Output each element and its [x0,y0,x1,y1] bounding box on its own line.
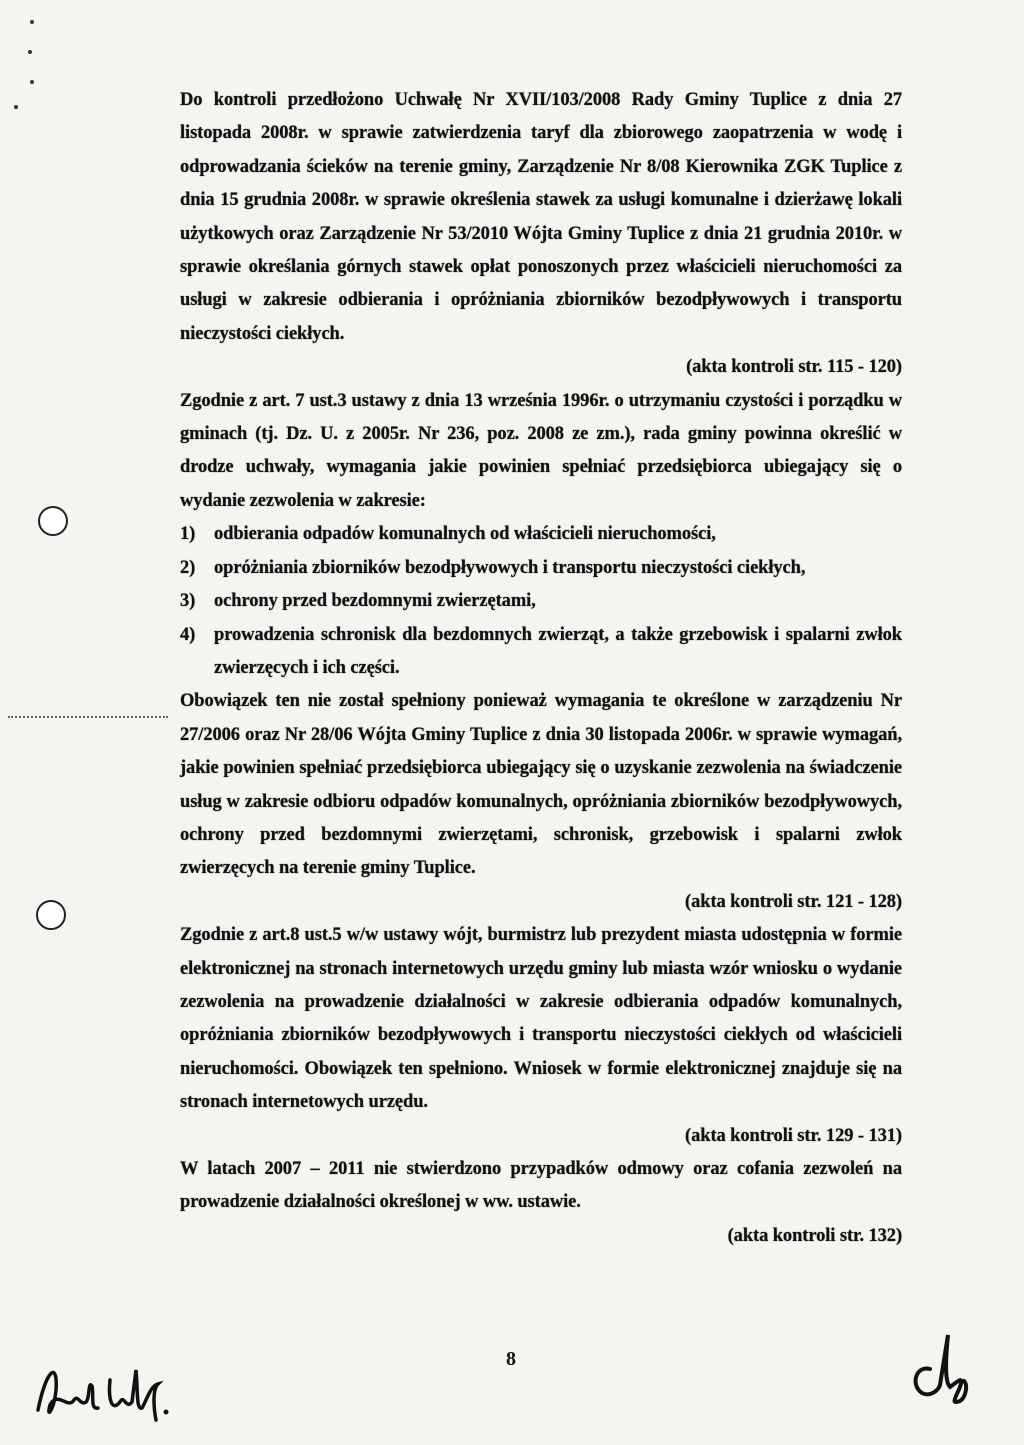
fold-mark [8,716,168,718]
handwritten-initials-right [900,1325,990,1415]
scan-speck [30,80,34,84]
list-number: 1) [180,524,196,545]
reference-1: (akta kontroli str. 115 - 120) [686,357,902,378]
scan-speck [30,20,34,24]
paragraph-1: Do kontroli przedłożono Uchwałę Nr XVII/103/2008 Rady Gminy Tuplice z dnia 27 listopada 2008r. w sprawie zatwierdzenia taryf dla zbiorowego zaopatrzenia w wodę i odprowadzania ścieków na terenie gminy, Zarządzenie Nr 8/08 Kierownika ZGK Tuplice z dnia 15 grudnia 2008r. w sprawie określenia stawek za usługi komunalne i dzierżawę lokali użytkowych oraz Zarządzenie Nr 53/2010 Wójta Gminy Tuplice z dnia 21 grudnia 2010r. w sprawie określania górnych stawek opłat ponoszonych przez właścicieli nieruchomości za usługi w zakresie odbierania i opróżniania zbiorników bezodpływowych i transportu nieczystości ciekłych. [180,90,902,344]
list-text: odbierania odpadów komunalnych od właścicieli nieruchomości, [214,524,716,545]
paragraph-5: W latach 2007 – 2011 nie stwierdzono przypadków odmowy oraz cofania zezwoleń na prowadzenie działalności określonej w ww. ustawie. [180,1159,902,1213]
reference-3: (akta kontroli str. 129 - 131) [685,1125,902,1146]
list-number: 2) [180,557,196,578]
document-body [180,84,902,1253]
list-item [180,552,902,585]
list-item [180,585,902,618]
reference-2: (akta kontroli str. 121 - 128) [685,891,902,912]
punch-hole [36,900,66,930]
requirements-list [180,518,902,685]
paragraph-3: Obowiązek ten nie został spełniony ponieważ wymagania te określone w zarządzeniu Nr 27/2006 oraz Nr 28/06 Wójta Gminy Tuplice z dnia 30 listopada 2006r. w sprawie wymagań, jakie powinien spełniać przedsiębiorca ubiegający się o uzyskanie zezwolenia na świadczenie usług w zakresie odbioru odpadów komunalnych, opróżniania zbiorników bezodpływowych, ochrony przed bezdomnymi zwierzętami, schronisk, grzebowisk i spalarni zwłok zwierzęcych na terenie gminy Tuplice. [180,691,902,879]
handwritten-initials-left [28,1350,178,1430]
list-text: prowadzenia schronisk dla bezdomnych zwierząt, a także grzebowisk i spalarni zwłok zwierzęcych i ich części. [214,624,902,678]
punch-hole [38,506,68,536]
scan-speck [14,105,18,109]
list-item [180,518,902,551]
list-number: 4) [180,624,196,645]
paragraph-2: Zgodnie z art. 7 ust.3 ustawy z dnia 13 września 1996r. o utrzymaniu czystości i porządku w gminach (tj. Dz. U. z 2005r. Nr 236, poz. 2008 ze zm.), rada gminy powinna określić w drodze uchwały, wymagania jakie powinien spełniać przedsiębiorca ubiegający się o wydanie zezwolenia w zakresie: [180,390,902,511]
scan-speck [28,50,32,54]
list-item [180,619,902,686]
list-text: opróżniania zbiorników bezodpływowych i transportu nieczystości ciekłych, [214,557,806,578]
reference-4: (akta kontroli str. 132) [727,1225,902,1246]
list-number: 3) [180,591,196,612]
paragraph-4: Zgodnie z art.8 ust.5 w/w ustawy wójt, burmistrz lub prezydent miasta udostępnia w formie elektronicznej na stronach internetowych urzędu gminy lub miasta wzór wniosku o wydanie zezwolenia na prowadzenie działalności w zakresie odbierania odpadów komunalnych, opróżniania zbiorników bezodpływowych i transportu nieczystości ciekłych od właścicieli nieruchomości. Obowiązek ten spełniono. Wniosek w formie elektronicznej znajduje się na stronach internetowych urzędu. [180,925,902,1113]
list-text: ochrony przed bezdomnymi zwierzętami, [214,591,536,612]
page-number: 8 [506,1348,516,1370]
